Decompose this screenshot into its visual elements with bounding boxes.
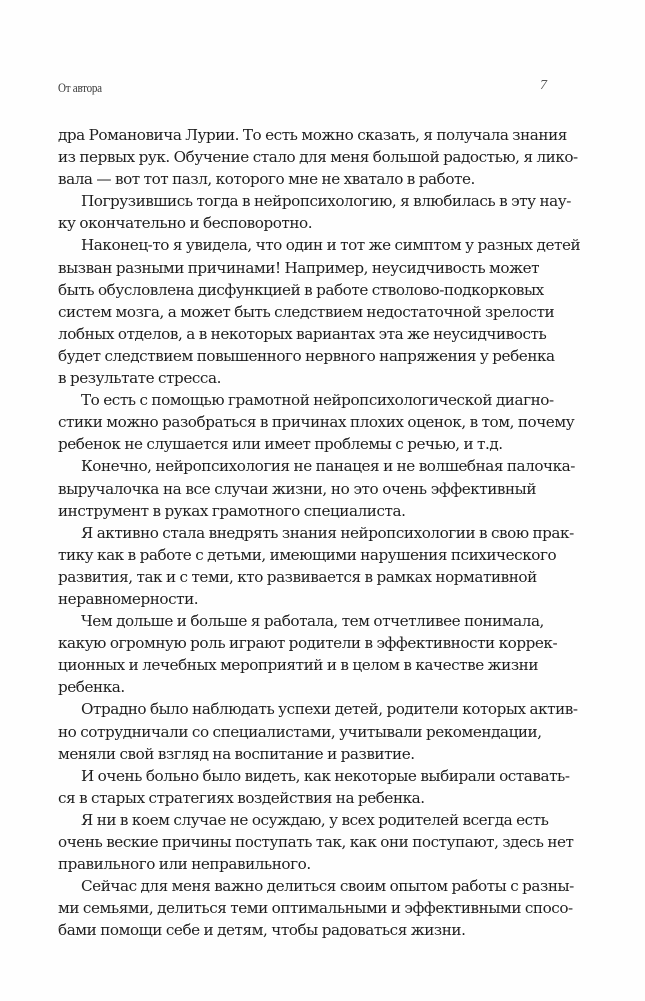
text-line: ционных и лечебных мероприятий и в целом в качестве жизни [58,656,539,675]
text-line: выручалочка на все случаи жизни, но это очень эффективный [58,479,536,498]
text-line: Отрадно было наблюдать успехи детей, родители которых актив- [81,700,578,719]
text-line: очень веские причины поступать так, как они поступают, здесь нет [58,833,574,851]
text-line: какую огромную роль играют родители в эффективности коррек- [58,634,558,653]
page-number: 7 [540,78,547,93]
paragraph [58,455,575,521]
text-line: из первых рук. Обучение стало для меня большой радостью, я лико- [58,148,578,167]
text-line: То есть с помощью грамотной нейропсихологической диагно- [81,391,554,410]
running-title: От автора [58,80,102,95]
text-line: в результате стресса. [58,369,221,388]
text-line: меняли свой взгляд на воспитание и развитие. [58,744,415,763]
paragraph [58,234,581,389]
text-line: систем мозга, а может быть следствием недостаточной зрелости [58,302,555,321]
text-line: но сотрудничали со специалистами, учитывали рекомендации, [58,722,542,741]
text-line: дра Романовича Лурии. То есть можно сказать, я получала знания [58,126,567,144]
text-line: ся в старых стратегиях воздействия на ребенка. [58,788,425,807]
text-line: будет следствием повышенного нервного напряжения у ребенка [58,346,555,365]
paragraph [58,875,574,941]
text-line: Я ни в коем случае не осуждаю, у всех родителей всегда есть [81,810,549,829]
paragraph [58,124,578,190]
text-line: ребенка. [58,678,125,697]
text-line: И очень больно было видеть, как некоторые выбирали оставать- [81,766,570,785]
text-line: стики можно разобраться в причинах плохих оценок, в том, почему [58,413,575,432]
text-line: тику как в работе с детьми, имеющими нарушения психического [58,545,557,564]
text-line: Погрузившись тогда в нейропсихологию, я влюбилась в эту нау- [81,192,571,211]
text-line: неравномерности. [58,589,199,608]
text-line: развития, так и с теми, кто развивается в рамках нормативной [58,567,537,586]
text-line: вала — вот тот пазл, которого мне не хватало в работе. [58,170,475,189]
paragraph [58,809,574,875]
text-line: правильного или неправильного. [58,855,311,874]
paragraph [58,610,558,698]
paragraph [58,765,570,809]
text-line: Конечно, нейропсихология не панацея и не волшебная палочка- [81,457,575,476]
paragraph [58,522,574,610]
paragraph [58,389,575,455]
paragraph [58,698,578,764]
text-line: ми семьями, делиться теми оптимальными и эффективными спосо- [58,899,573,918]
text-line: ребенок не слушается или имеет проблемы с речью, и т.д. [58,435,503,454]
text-line: ку окончательно и бесповоротно. [58,214,313,233]
text-line: Сейчас для меня важно делиться своим опытом работы с разны- [81,877,574,896]
text-line: быть обусловлена дисфункцией в работе стволово-подкорковых [58,280,544,299]
text-line: лобных отделов, а в некоторых вариантах эта же неусидчивость [58,324,547,343]
text-line: инструмент в руках грамотного специалиста. [58,501,406,520]
text-line: вызван разными причинами! Например, неусидчивость может [58,258,540,277]
paragraph [58,190,571,234]
text-line: Я активно стала внедрять знания нейропсихологии в свою прак- [81,523,574,542]
text-line: бами помощи себе и детям, чтобы радоваться жизни. [58,921,466,940]
body-text [58,124,581,941]
text-line: Наконец-то я увидела, что один и тот же симптом у разных детей [81,236,581,255]
text-line: Чем дольше и больше я работала, тем отчетливее понимала, [81,612,544,631]
